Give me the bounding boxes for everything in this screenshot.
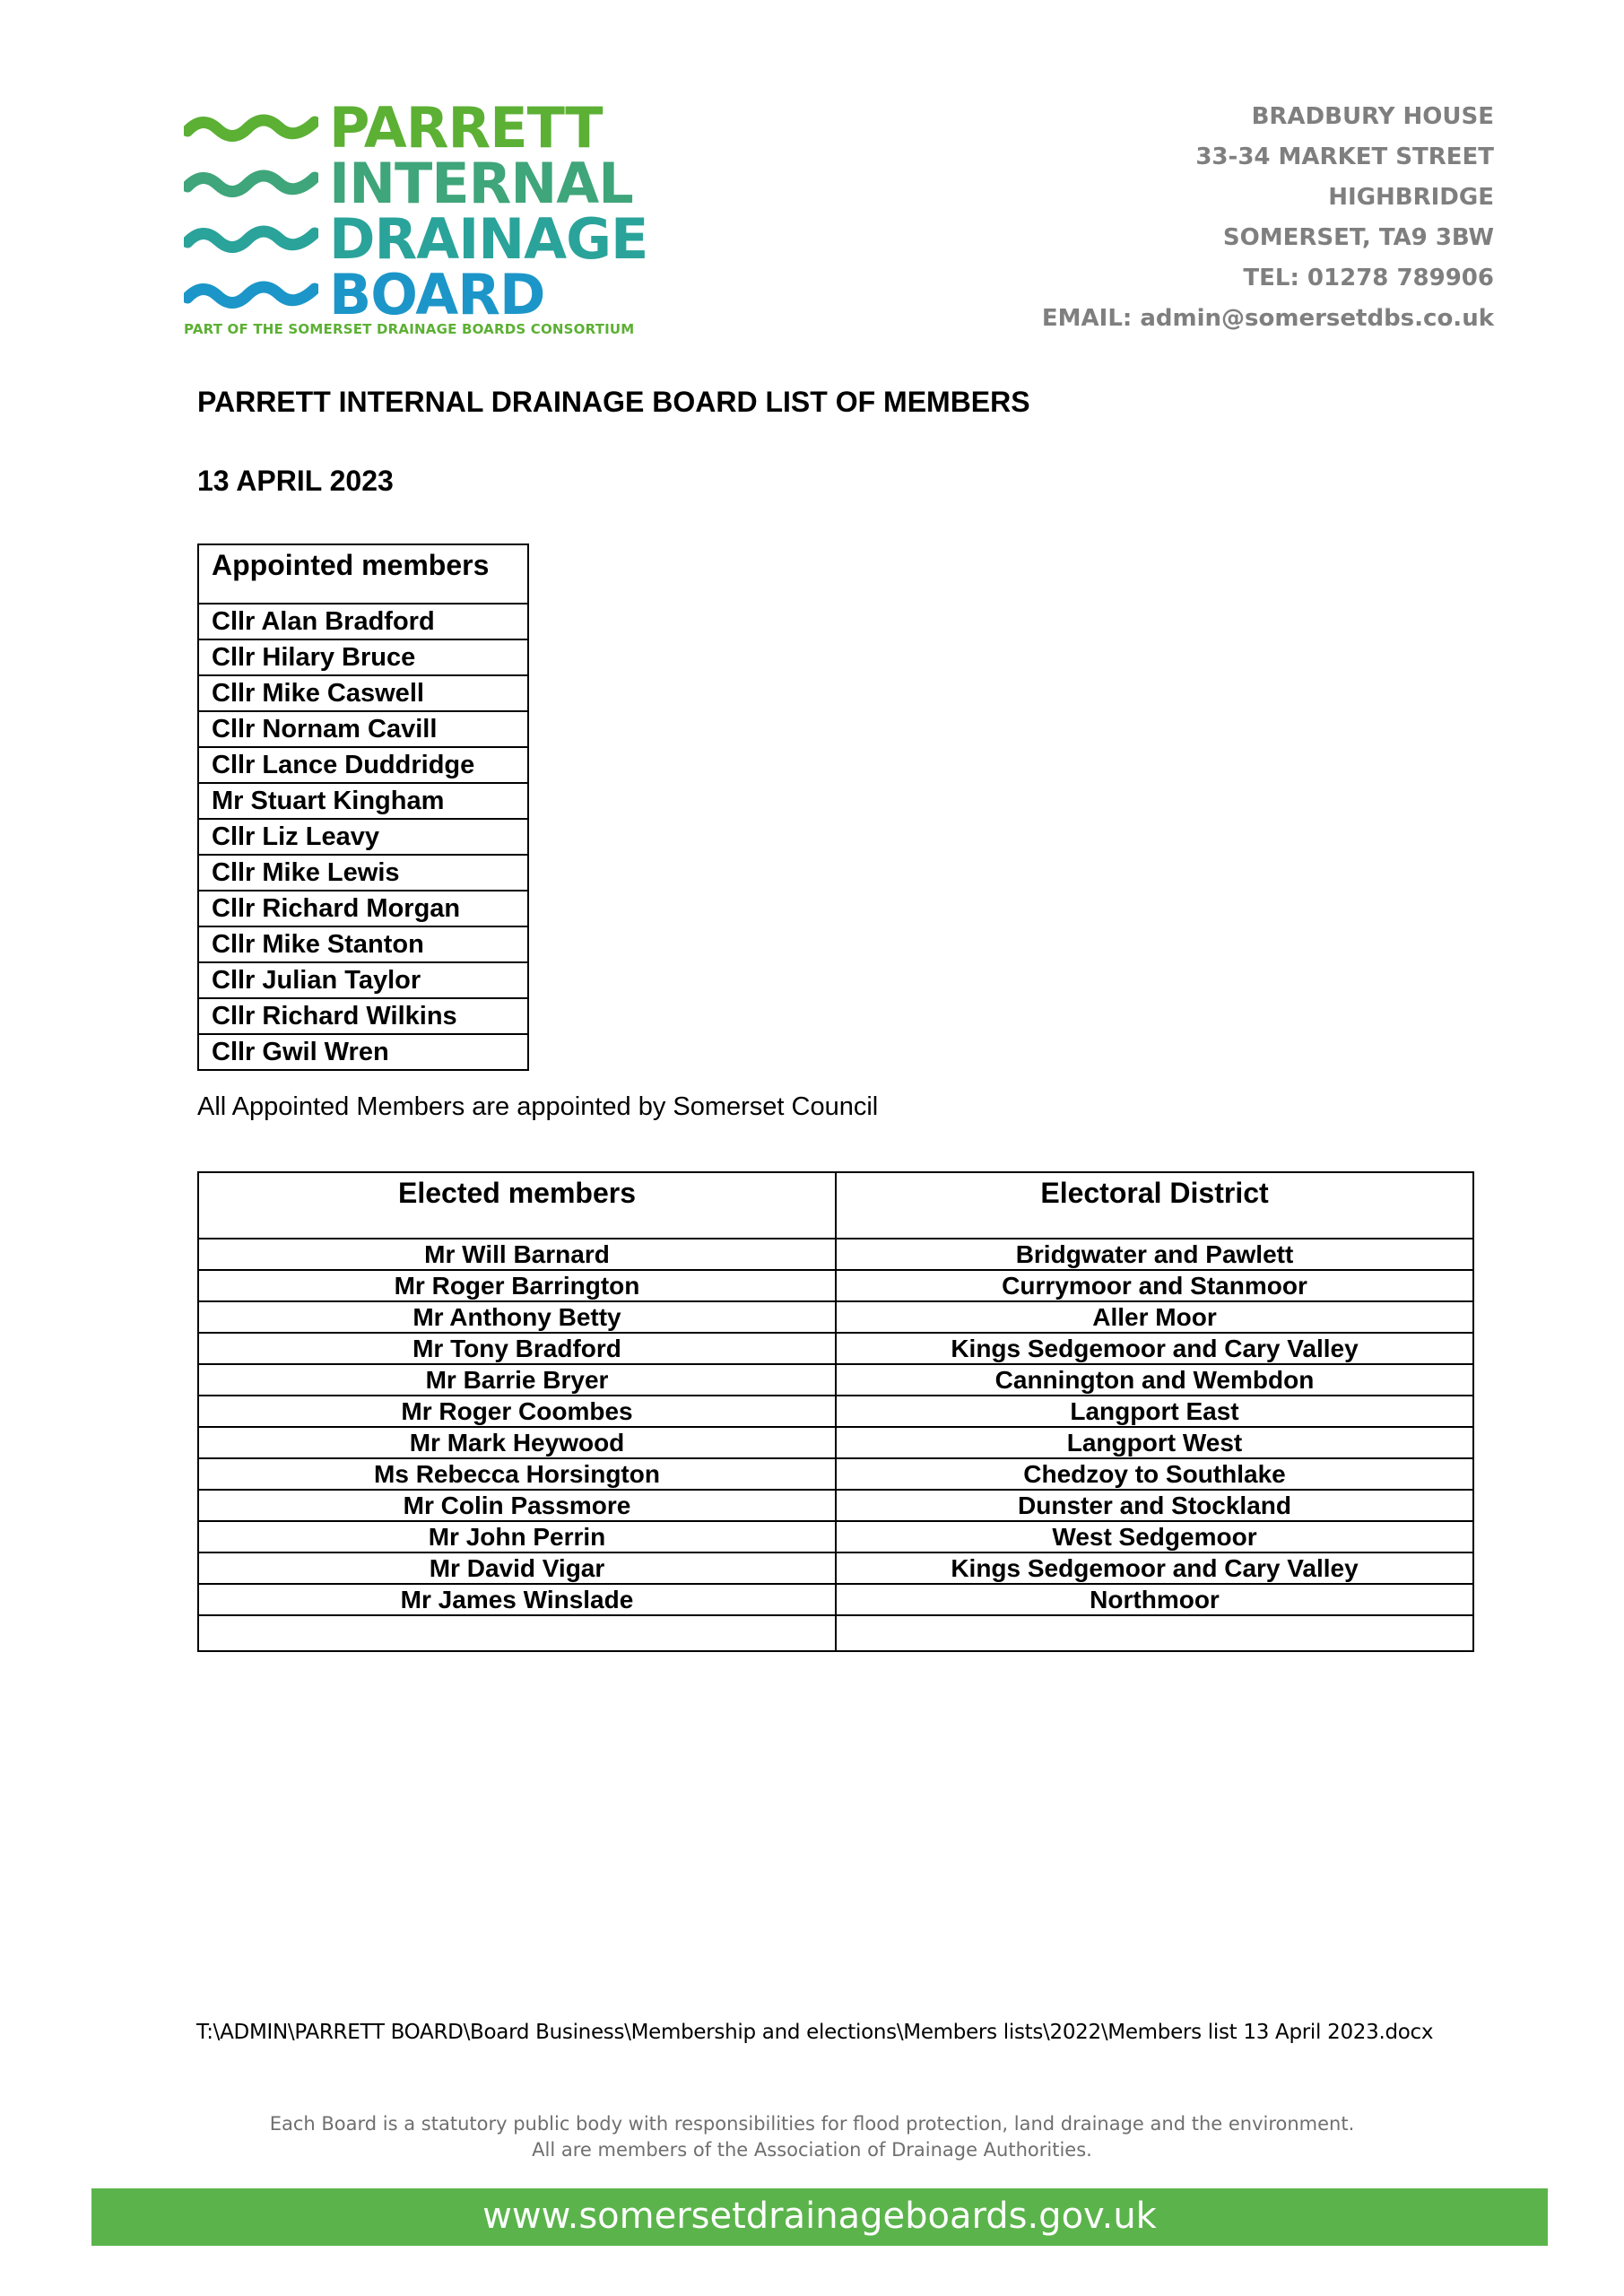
document-title: PARRETT INTERNAL DRAINAGE BOARD LIST OF MEMBERS xyxy=(197,386,1030,418)
appointed-member: Cllr Liz Leavy xyxy=(198,819,528,855)
appointed-note: All Appointed Members are appointed by Somerset Council xyxy=(197,1092,879,1121)
address-line: SOMERSET, TA9 3BW xyxy=(1222,224,1494,251)
address-line: 33-34 MARKET STREET xyxy=(1195,144,1494,170)
elected-member: Mr Mark Heywood xyxy=(198,1427,836,1458)
logo-row-3 xyxy=(184,206,668,272)
logo-subtitle: PART OF THE SOMERSET DRAINAGE BOARDS CONSORTIUM xyxy=(184,321,635,337)
footer-note xyxy=(0,2111,1624,2163)
appointed-member: Cllr Richard Morgan xyxy=(198,891,528,926)
logo-row-1 xyxy=(184,95,668,161)
elected-header: Elected members xyxy=(198,1172,836,1239)
district-header: Electoral District xyxy=(836,1172,1473,1239)
website-link[interactable]: www.somersetdrainageboards.gov.uk xyxy=(482,2196,1157,2237)
logo-word-board: BOARD xyxy=(329,262,545,327)
wave-icon xyxy=(184,167,318,197)
telephone: TEL: 01278 789906 xyxy=(1243,265,1494,291)
electoral-district: Dunster and Stockland xyxy=(836,1490,1473,1521)
empty-cell xyxy=(836,1615,1473,1651)
logo-word-internal: INTERNAL xyxy=(329,151,633,216)
logo-row-4 xyxy=(184,262,668,327)
elected-member: Mr Roger Coombes xyxy=(198,1396,836,1427)
elected-member: Ms Rebecca Horsington xyxy=(198,1458,836,1490)
document-date: 13 APRIL 2023 xyxy=(197,465,394,497)
appointed-member: Cllr Mike Caswell xyxy=(198,675,528,711)
appointed-member: Cllr Mike Stanton xyxy=(198,926,528,962)
elected-member: Mr Barrie Bryer xyxy=(198,1364,836,1396)
appointed-member: Cllr Richard Wilkins xyxy=(198,998,528,1034)
elected-member: Mr Will Barnard xyxy=(198,1239,836,1270)
elected-member: Mr Tony Bradford xyxy=(198,1333,836,1364)
file-path: T:\ADMIN\PARRETT BOARD\Board Business\Membership and elections\Members lists\2022\Members list 13 April 2023.docx xyxy=(196,2021,1434,2044)
logo-row-2 xyxy=(184,151,668,216)
elected-member: Mr Colin Passmore xyxy=(198,1490,836,1521)
electoral-district: Langport East xyxy=(836,1396,1473,1427)
electoral-district: Cannington and Wembdon xyxy=(836,1364,1473,1396)
appointed-member: Cllr Julian Taylor xyxy=(198,962,528,998)
elected-members-table xyxy=(197,1171,1474,1652)
email: EMAIL: admin@somersetdbs.co.uk xyxy=(1041,305,1494,332)
elected-member: Mr Roger Barrington xyxy=(198,1270,836,1301)
logo-word-drainage: DRAINAGE xyxy=(329,206,648,272)
appointed-member: Cllr Nornam Cavill xyxy=(198,711,528,747)
appointed-member: Mr Stuart Kingham xyxy=(198,783,528,819)
elected-member: Mr Anthony Betty xyxy=(198,1301,836,1333)
electoral-district: Kings Sedgemoor and Cary Valley xyxy=(836,1552,1473,1584)
board-logo xyxy=(184,95,668,344)
wave-icon xyxy=(184,278,318,309)
address-block xyxy=(1042,97,1494,339)
appointed-header: Appointed members xyxy=(198,544,528,604)
address-line: HIGHBRIDGE xyxy=(1328,184,1494,211)
electoral-district: West Sedgemoor xyxy=(836,1521,1473,1552)
footer-note-line: All are members of the Association of Drainage Authorities. xyxy=(532,2139,1092,2161)
address-line: BRADBURY HOUSE xyxy=(1251,103,1494,130)
empty-cell xyxy=(198,1615,836,1651)
electoral-district: Kings Sedgemoor and Cary Valley xyxy=(836,1333,1473,1364)
wave-icon xyxy=(184,222,318,253)
footer-bar xyxy=(91,2188,1548,2246)
logo-word-parrett: PARRETT xyxy=(329,95,603,161)
appointed-members-table xyxy=(197,544,529,1071)
wave-icon xyxy=(184,111,318,142)
electoral-district: Langport West xyxy=(836,1427,1473,1458)
elected-member: Mr John Perrin xyxy=(198,1521,836,1552)
electoral-district: Northmoor xyxy=(836,1584,1473,1615)
electoral-district: Aller Moor xyxy=(836,1301,1473,1333)
appointed-member: Cllr Alan Bradford xyxy=(198,604,528,639)
electoral-district: Bridgwater and Pawlett xyxy=(836,1239,1473,1270)
appointed-member: Cllr Lance Duddridge xyxy=(198,747,528,783)
elected-member: Mr David Vigar xyxy=(198,1552,836,1584)
appointed-member: Cllr Mike Lewis xyxy=(198,855,528,891)
appointed-member: Cllr Gwil Wren xyxy=(198,1034,528,1070)
electoral-district: Currymoor and Stanmoor xyxy=(836,1270,1473,1301)
electoral-district: Chedzoy to Southlake xyxy=(836,1458,1473,1490)
appointed-member: Cllr Hilary Bruce xyxy=(198,639,528,675)
footer-note-line: Each Board is a statutory public body with responsibilities for flood protection, land drainage and the environment. xyxy=(269,2113,1355,2135)
elected-member: Mr James Winslade xyxy=(198,1584,836,1615)
